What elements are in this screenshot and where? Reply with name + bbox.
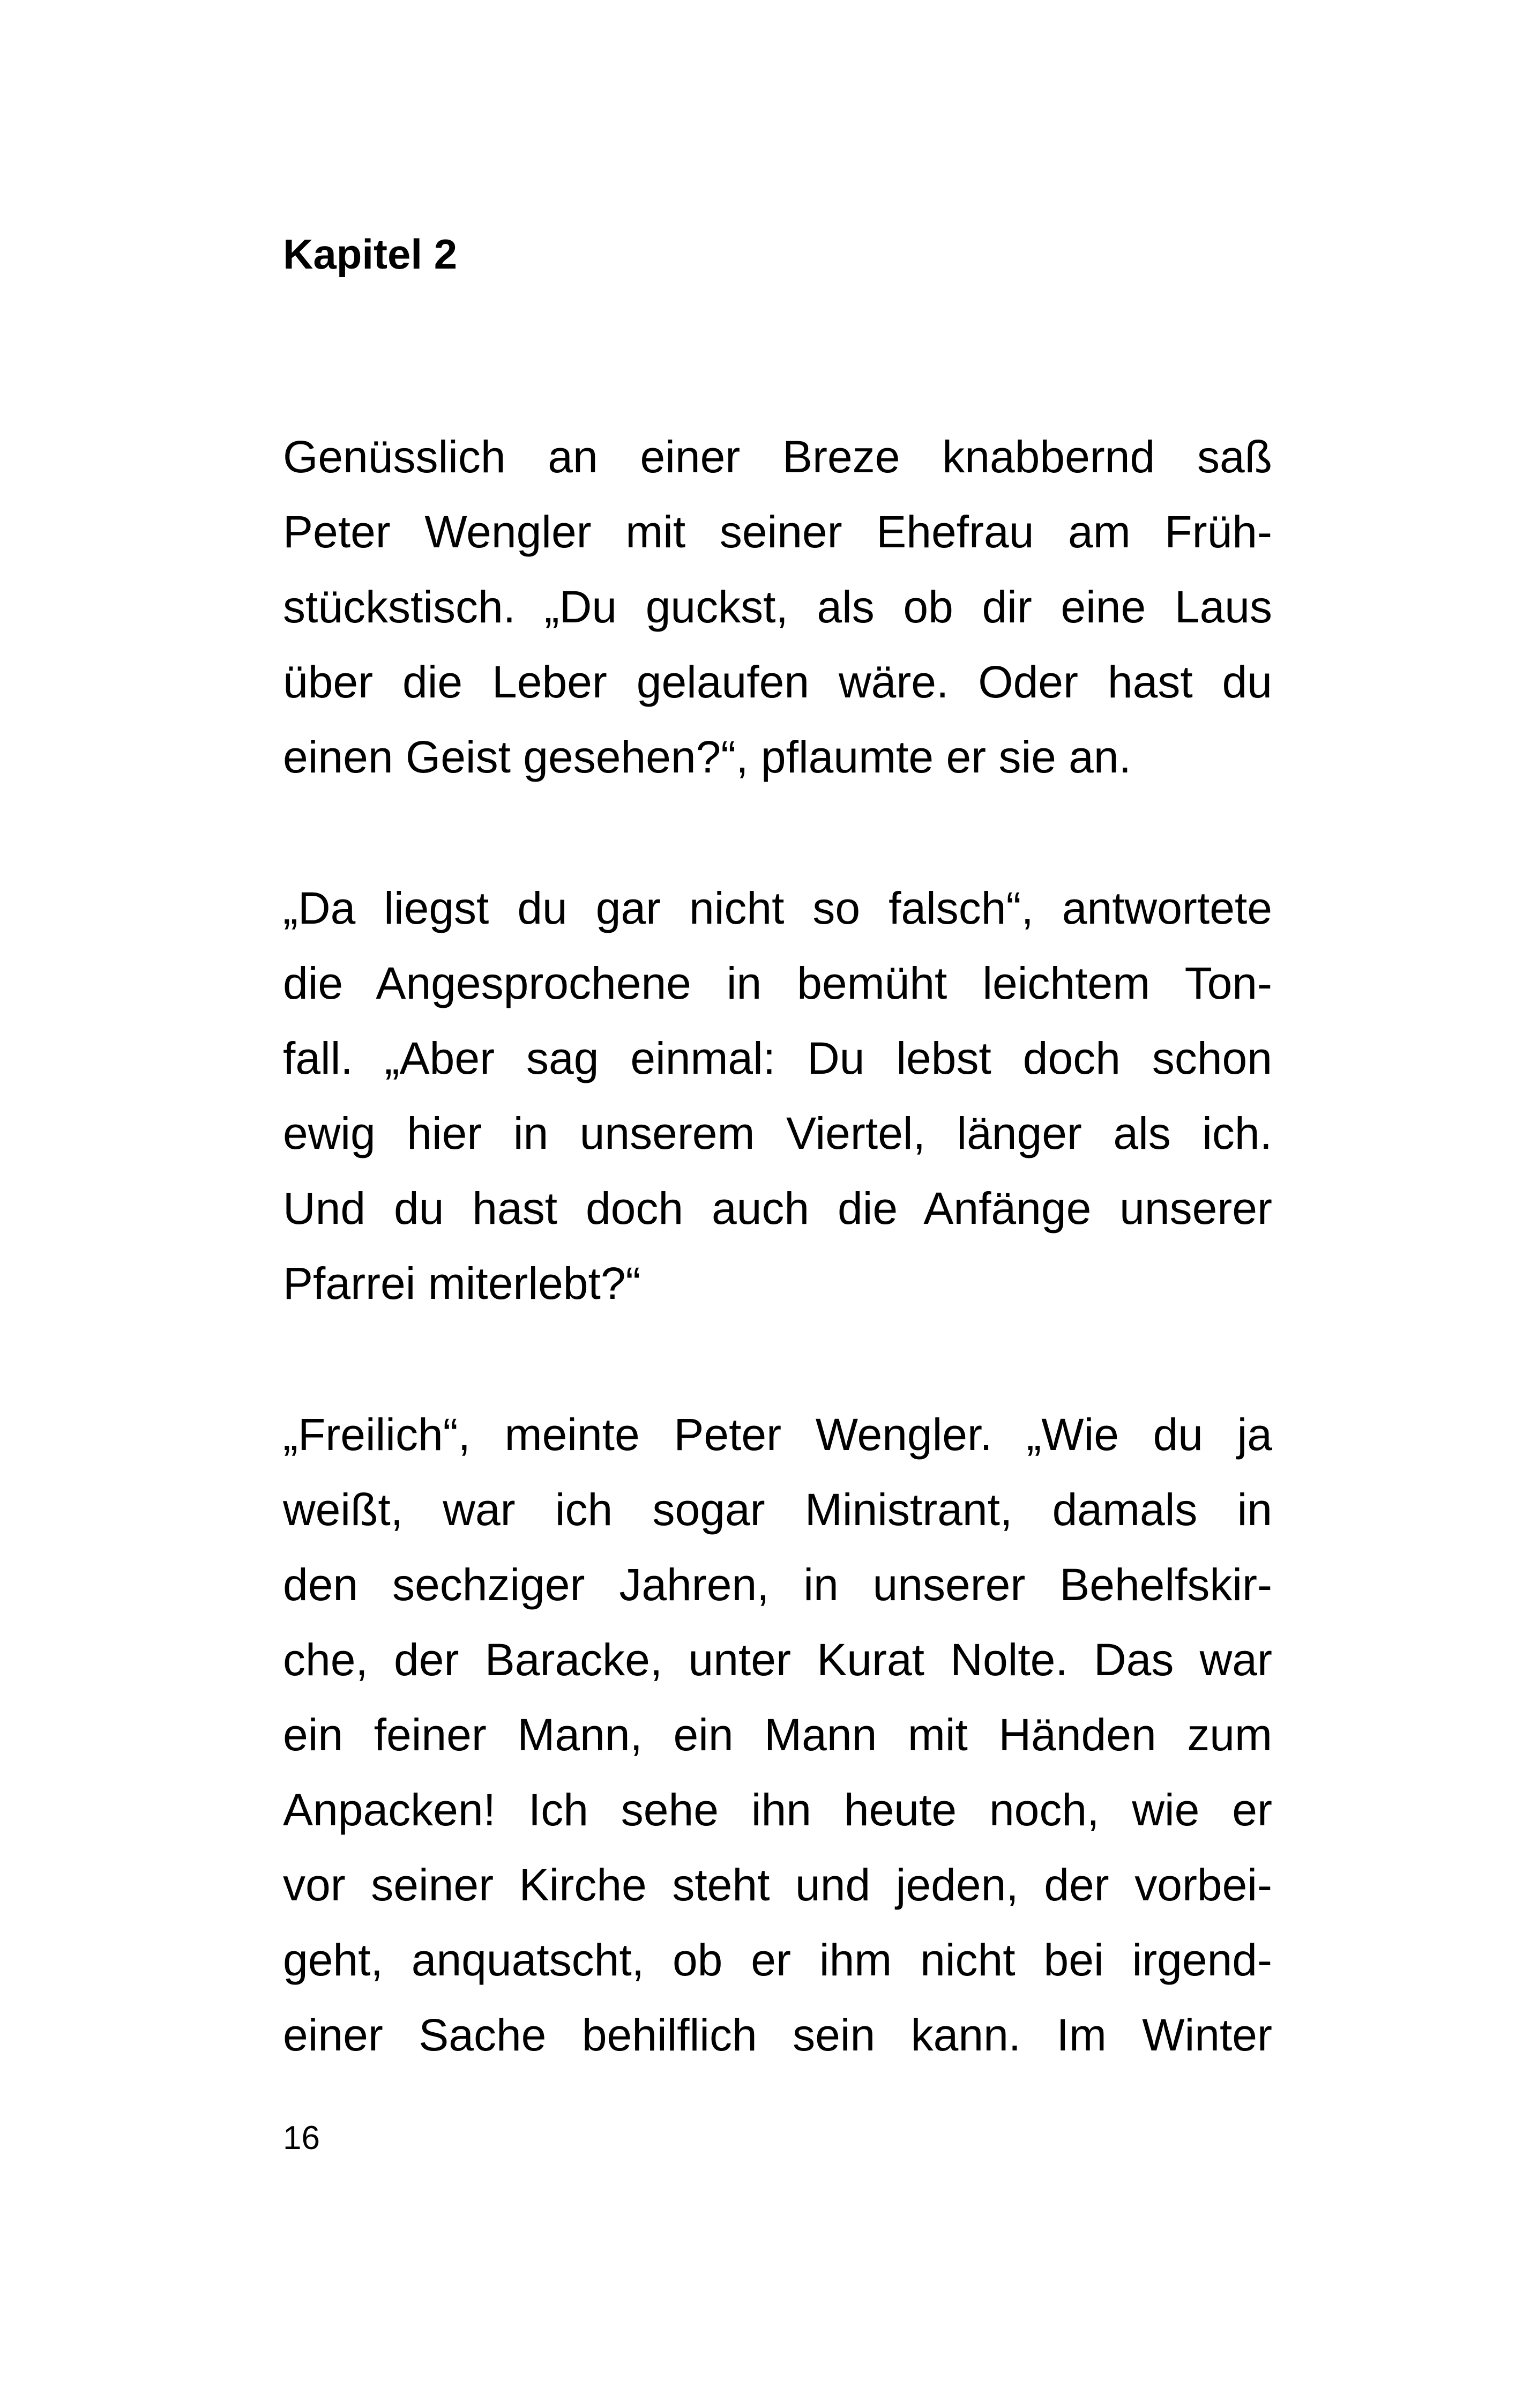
- text-line: ein feiner Mann, ein Mann mit Händen zum: [283, 1710, 1272, 1760]
- text-line: einen Geist gesehen?“, pflaumte er sie an.: [283, 732, 1131, 782]
- text-line: Anpacken! Ich sehe ihn heute noch, wie er: [283, 1785, 1272, 1835]
- text-line: „Freilich“, meinte Peter Wengler. „Wie du ja: [283, 1409, 1272, 1460]
- text-line: Pfarrei miterlebt?“: [283, 1258, 641, 1309]
- text-line: fall. „Aber sag einmal: Du lebst doch schon: [283, 1033, 1272, 1083]
- text-line: den sechziger Jahren, in unserer Behelfskir-: [283, 1559, 1272, 1610]
- text-line: die Angesprochene in bemüht leichtem Ton-: [283, 958, 1272, 1008]
- text-line: Und du hast doch auch die Anfänge unserer: [283, 1183, 1272, 1233]
- text-line: stückstisch. „Du guckst, als ob dir eine Laus: [283, 582, 1272, 632]
- text-line: vor seiner Kirche steht und jeden, der vorbei-: [283, 1860, 1272, 1910]
- text-line: Peter Wengler mit seiner Ehefrau am Früh-: [283, 507, 1272, 557]
- text-line: über die Leber gelaufen wäre. Oder hast du: [283, 657, 1272, 707]
- text-line: che, der Baracke, unter Kurat Nolte. Das war: [283, 1634, 1272, 1685]
- text-line: Genüsslich an einer Breze knabbernd saß: [283, 432, 1272, 482]
- text-line: ewig hier in unserem Viertel, länger als ich.: [283, 1108, 1272, 1158]
- text-line: „Da liegst du gar nicht so falsch“, antwortete: [283, 883, 1272, 933]
- page-number: 16: [283, 2120, 320, 2157]
- text-line: einer Sache behilflich sein kann. Im Winter: [283, 2010, 1272, 2060]
- chapter-heading: Kapitel 2: [283, 231, 458, 278]
- text-line: geht, anquatscht, ob er ihm nicht bei irgend-: [283, 1935, 1272, 1985]
- text-line: weißt, war ich sogar Ministrant, damals in: [283, 1484, 1272, 1535]
